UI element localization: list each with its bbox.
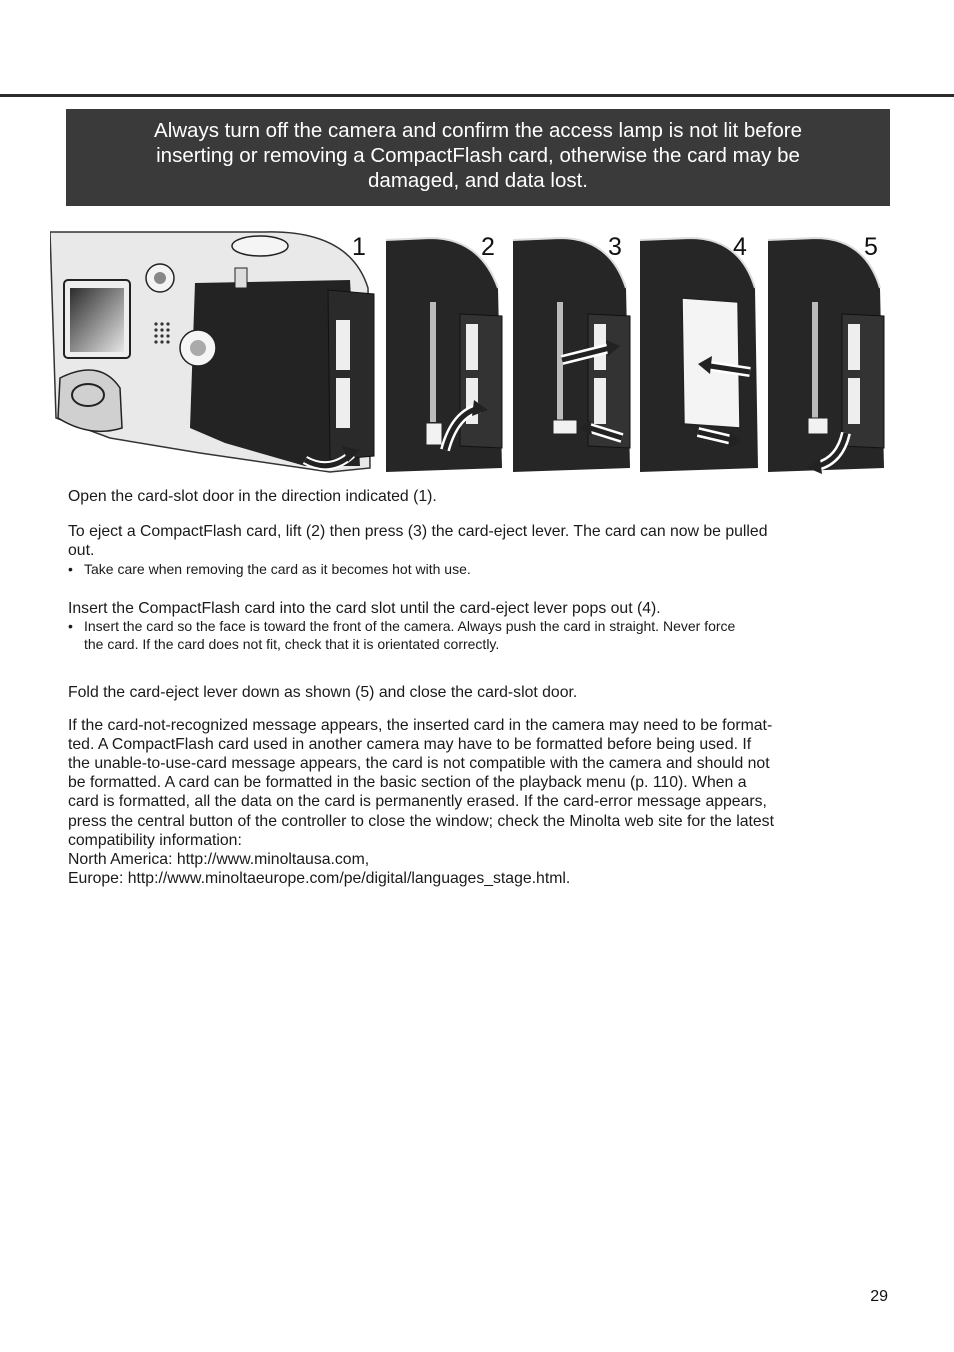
- step-label-3: 3: [608, 233, 622, 261]
- step-label-5: 5: [864, 233, 878, 261]
- format-line: be formatted. A card can be formatted in the basic section of the playback menu (p. 110). When a: [68, 774, 747, 792]
- paragraph-fold-lever: Fold the card-eject lever down as shown (5) and close the card-slot door.: [68, 684, 578, 702]
- paragraph-open-door: Open the card-slot door in the direction indicated (1).: [68, 488, 437, 505]
- north-america-url: North America: http://www.minoltausa.com,: [68, 850, 370, 868]
- page-number: 29: [870, 1288, 888, 1305]
- camera-panel-3: [513, 238, 630, 472]
- bullet-card-hot: • Take care when removing the card as it becomes hot with use.: [68, 560, 471, 577]
- paragraph-eject-line-2: out.: [68, 542, 95, 560]
- format-line: If the card-not-recognized message appears, the inserted card in the camera may need to be format-: [68, 716, 773, 734]
- format-line: compatibility information:: [68, 831, 242, 849]
- card-insertion-illustration: [50, 228, 890, 476]
- format-line: ted. A CompactFlash card used in another camera may have to be formatted before being used. If: [68, 735, 752, 753]
- warning-line-1: Always turn off the camera and confirm the access lamp is not lit before: [154, 119, 802, 142]
- bullet-insert-straight: • Insert the card so the face is toward the front of the camera. Always push the card in straight. Never force the card. If the card does not fit, check that it is orientated correctly.: [68, 618, 736, 652]
- bullet-text: Insert the card so the face is toward the front of the camera. Always push the card in straight. Never force: [84, 618, 736, 635]
- step-label-4: 4: [733, 233, 747, 261]
- body-text: [68, 487, 890, 888]
- format-line: press the central button of the controller to close the window; check the Minolta web site for the latest: [68, 812, 774, 830]
- bullet-text: Take care when removing the card as it becomes hot with use.: [84, 560, 471, 577]
- europe-url: Europe: http://www.minoltaeurope.com/pe/digital/languages_stage.html.: [68, 870, 571, 888]
- paragraph-insert-card: Insert the CompactFlash card into the card slot until the card-eject lever pops out (4).: [68, 600, 661, 618]
- camera-panel-5: [768, 238, 884, 474]
- warning-line-2: inserting or removing a CompactFlash card, otherwise the card may be: [156, 144, 800, 167]
- warning-box: [66, 109, 890, 206]
- camera-panel-1: [50, 232, 374, 472]
- camera-panel-2: [386, 238, 502, 472]
- step-label-1: 1: [352, 233, 366, 261]
- warning-line-3: damaged, and data lost.: [368, 169, 588, 192]
- format-line: card is formatted, all the data on the card is permanently erased. If the card-error message appears,: [68, 793, 767, 811]
- bullet-text: the card. If the card does not fit, check that it is orientated correctly.: [84, 635, 500, 652]
- format-line: the unable-to-use-card message appears, the card is not compatible with the camera and should not: [68, 754, 770, 772]
- camera-panel-4: [640, 238, 758, 472]
- step-label-2: 2: [481, 233, 495, 261]
- paragraph-format-info: [68, 716, 890, 889]
- top-rule: [0, 94, 954, 97]
- paragraph-eject-line-1: To eject a CompactFlash card, lift (2) then press (3) the card-eject lever. The card can now be pulled: [68, 523, 768, 541]
